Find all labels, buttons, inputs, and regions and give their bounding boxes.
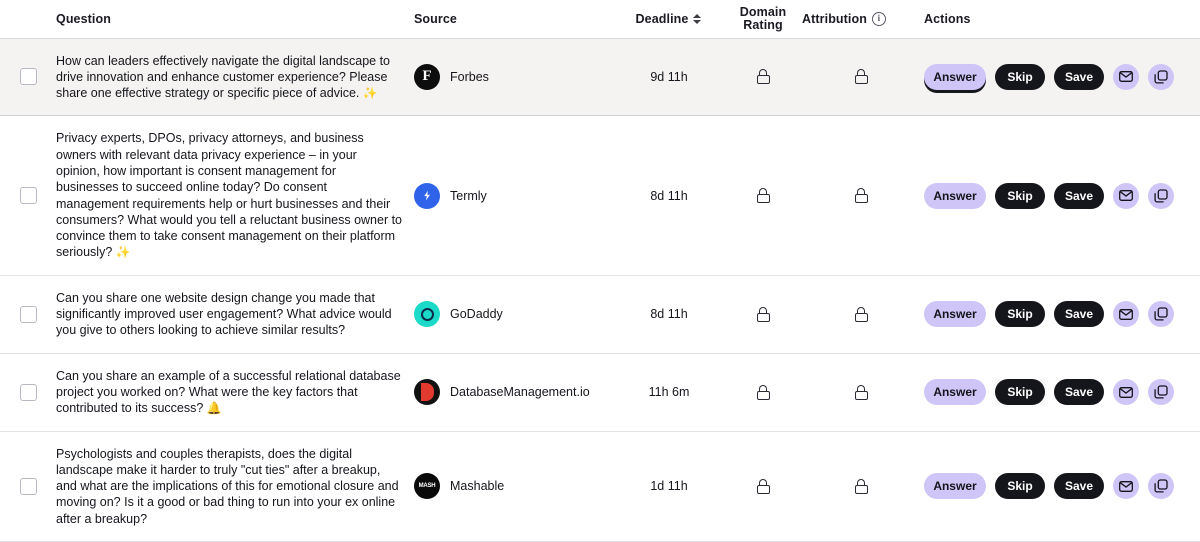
deadline-cell: 11h 6m <box>648 385 690 400</box>
source-cell <box>414 275 614 353</box>
deadline-cell: 9d 11h <box>650 69 688 84</box>
deadline-cell: 8d 11h <box>650 188 688 203</box>
lock-icon <box>855 69 868 84</box>
actions-cell <box>920 353 1200 431</box>
termly-logo-icon <box>414 183 440 209</box>
question-body: Can you share an example of a successful relational database project you worked on? What were the key factors that contributed to its success? <box>56 368 401 416</box>
header-domain-rating-line1: Domain <box>739 4 787 19</box>
question-cell <box>56 275 414 353</box>
copy-icon[interactable] <box>1148 183 1174 209</box>
copy-icon[interactable] <box>1148 379 1174 405</box>
question-body: How can leaders effectively navigate the digital landscape to drive innovation and enhance customer experience? Please share one effective strategy or specific piece of advice. <box>56 53 391 101</box>
question-cell <box>56 38 414 116</box>
table-body <box>0 38 1200 542</box>
table-row[interactable] <box>0 116 1200 275</box>
row-select-cell[interactable] <box>0 353 56 431</box>
source-name: Mashable <box>450 479 505 494</box>
question-body: Can you share one website design change you made that significantly improved user engagement? What advice would you give to others looking to achieve similar results? <box>56 290 392 338</box>
question-emoji: ✨ <box>362 86 378 101</box>
question-text <box>56 276 414 353</box>
row-checkbox[interactable] <box>20 187 37 204</box>
domain-rating-cell <box>724 275 802 353</box>
answer-button[interactable]: Answer <box>924 301 986 327</box>
header-question-label: Question <box>56 11 111 26</box>
mashable-logo-icon: MASH <box>414 473 440 499</box>
domain-rating-cell <box>724 353 802 431</box>
source-cell <box>414 38 614 116</box>
attribution-cell <box>802 431 920 541</box>
info-icon[interactable]: i <box>872 12 886 26</box>
source-name: Forbes <box>450 69 489 84</box>
answer-button[interactable]: Answer <box>924 183 986 209</box>
copy-icon[interactable] <box>1148 64 1174 90</box>
actions-cell <box>920 275 1200 353</box>
domain-rating-cell <box>724 38 802 116</box>
databasemanagement-logo-icon <box>414 379 440 405</box>
source-name: DatabaseManagement.io <box>450 385 590 400</box>
actions-cell <box>920 431 1200 541</box>
skip-button[interactable]: Skip <box>995 64 1045 90</box>
row-select-cell[interactable] <box>0 38 56 116</box>
header-source-label: Source <box>414 11 457 26</box>
question-body: Privacy experts, DPOs, privacy attorneys, and business owners with relevant data privacy experience – in your opinion, how important is consent management for businesses to succeed online today? Do consent management requirements help or hurt businesses and their consumers? What would you tell a reluctant business owner to convince them to take consent management on their platform seriously? <box>56 131 403 260</box>
header-attribution-label: Attribution <box>802 11 867 26</box>
attribution-cell <box>802 38 920 116</box>
skip-button[interactable]: Skip <box>995 473 1045 499</box>
save-button[interactable]: Save <box>1054 183 1104 209</box>
question-cell <box>56 431 414 541</box>
row-checkbox[interactable] <box>20 68 37 85</box>
question-body: Psychologists and couples therapists, does the digital landscape make it harder to truly "cut ties" after a breakup, and what are the implications of this for emotional closure and moving on? Is it a good or bad thing to run into your ex online after a breakup? <box>56 446 399 526</box>
question-text <box>56 39 414 116</box>
attribution-cell <box>802 116 920 275</box>
actions-cell <box>920 38 1200 116</box>
table-row[interactable] <box>0 431 1200 541</box>
question-cell <box>56 353 414 431</box>
row-select-cell[interactable] <box>0 116 56 275</box>
row-checkbox[interactable] <box>20 478 37 495</box>
skip-button[interactable]: Skip <box>995 183 1045 209</box>
table-row[interactable] <box>0 275 1200 353</box>
row-select-cell[interactable] <box>0 275 56 353</box>
source-cell <box>414 116 614 275</box>
header-question <box>56 0 414 38</box>
lock-icon <box>757 479 770 494</box>
skip-button[interactable]: Skip <box>995 379 1045 405</box>
row-select-cell[interactable] <box>0 431 56 541</box>
row-checkbox[interactable] <box>20 384 37 401</box>
answer-button[interactable]: Answer <box>924 473 986 499</box>
header-source <box>414 0 614 38</box>
question-text <box>56 354 414 431</box>
question-emoji: ✨ <box>115 245 131 260</box>
save-button[interactable]: Save <box>1054 473 1104 499</box>
lock-icon <box>757 307 770 322</box>
question-text <box>56 432 414 541</box>
row-checkbox[interactable] <box>20 306 37 323</box>
source-cell <box>414 353 614 431</box>
forbes-logo-icon: F <box>414 64 440 90</box>
header-actions <box>920 0 1200 38</box>
source-cell <box>414 431 614 541</box>
lock-icon <box>855 188 868 203</box>
lock-icon <box>855 479 868 494</box>
header-select-all <box>0 0 56 38</box>
lock-icon <box>855 307 868 322</box>
attribution-cell <box>802 353 920 431</box>
copy-icon[interactable] <box>1148 473 1174 499</box>
question-cell <box>56 116 414 275</box>
copy-icon[interactable] <box>1148 301 1174 327</box>
table-row[interactable] <box>0 353 1200 431</box>
header-attribution <box>802 0 920 38</box>
domain-rating-cell <box>724 116 802 275</box>
envelope-icon[interactable] <box>1113 473 1139 499</box>
answer-button[interactable]: Answer <box>924 64 986 90</box>
envelope-icon[interactable] <box>1113 301 1139 327</box>
header-actions-label: Actions <box>924 11 971 26</box>
lock-icon <box>757 69 770 84</box>
table-row[interactable] <box>0 38 1200 116</box>
header-domain-rating-line2: Rating <box>743 17 783 32</box>
attribution-cell <box>802 275 920 353</box>
envelope-icon[interactable] <box>1113 183 1139 209</box>
answer-button[interactable]: Answer <box>924 379 986 405</box>
envelope-icon[interactable] <box>1113 64 1139 90</box>
save-button[interactable]: Save <box>1054 301 1104 327</box>
lock-icon <box>757 385 770 400</box>
actions-cell <box>920 116 1200 275</box>
save-button[interactable]: Save <box>1054 64 1104 90</box>
table-header-row <box>0 0 1200 38</box>
domain-rating-cell <box>724 431 802 541</box>
source-name: Termly <box>450 188 487 203</box>
header-deadline[interactable] <box>614 0 724 38</box>
save-button[interactable]: Save <box>1054 379 1104 405</box>
question-text <box>56 116 414 274</box>
envelope-icon[interactable] <box>1113 379 1139 405</box>
deadline-cell: 8d 11h <box>650 307 688 322</box>
deadline-cell: 1d 11h <box>650 479 688 494</box>
header-deadline-label: Deadline <box>635 11 689 26</box>
source-name: GoDaddy <box>450 307 503 322</box>
question-emoji: 🔔 <box>206 401 222 416</box>
lock-icon <box>757 188 770 203</box>
header-domain-rating <box>724 0 802 38</box>
sort-icon[interactable] <box>693 13 702 25</box>
godaddy-logo-icon <box>414 301 440 327</box>
lock-icon <box>855 385 868 400</box>
skip-button[interactable]: Skip <box>995 301 1045 327</box>
